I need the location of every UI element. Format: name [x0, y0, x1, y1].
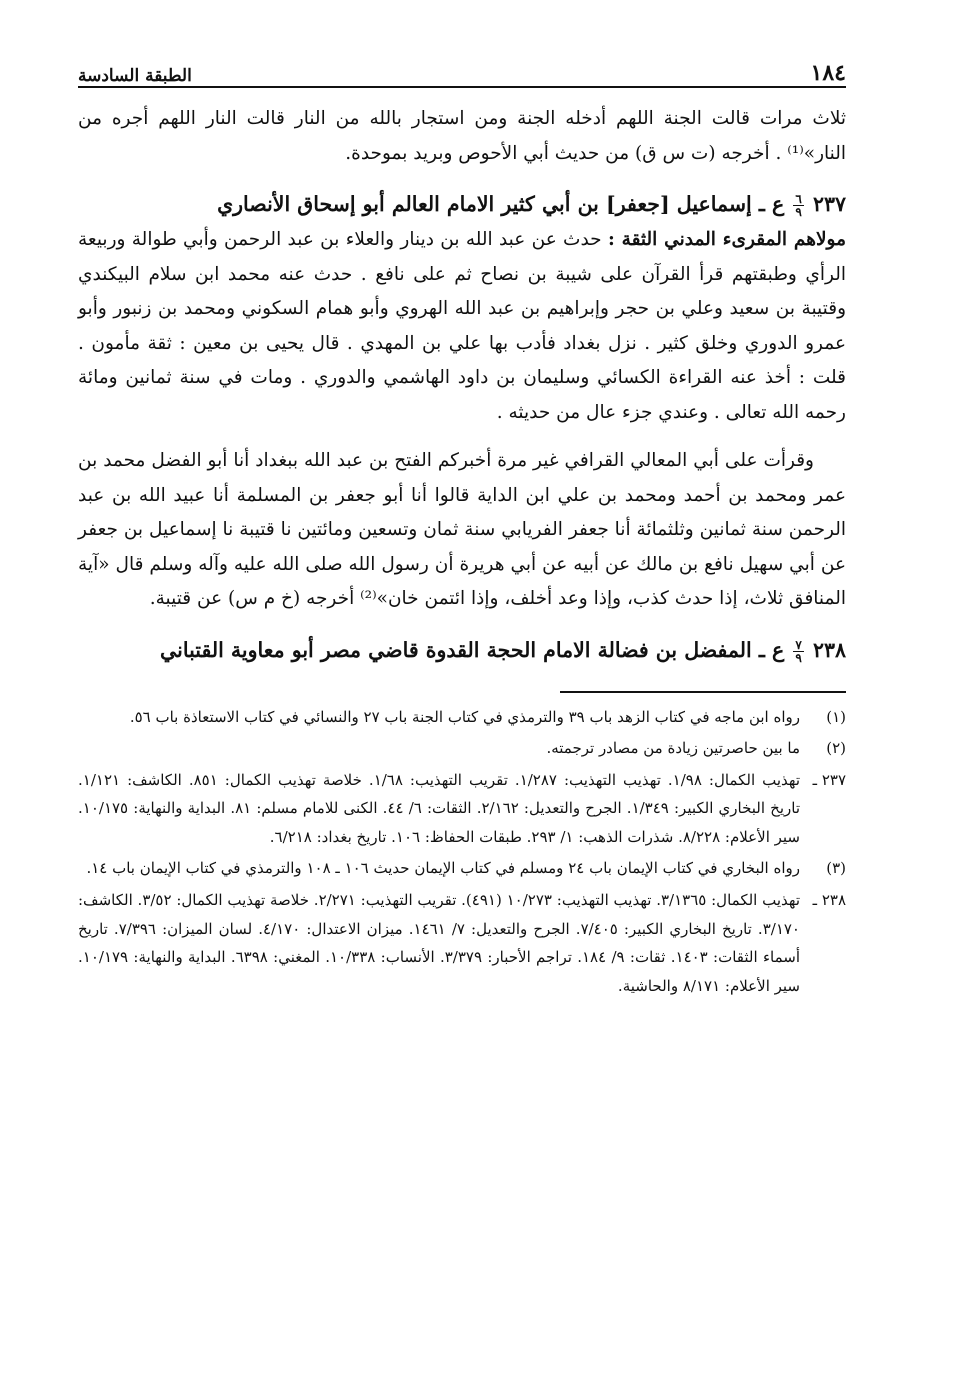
book-page	[78, 52, 846, 1003]
fraction-bottom: ٩	[795, 205, 802, 219]
footnote-3	[78, 854, 846, 883]
entry-title: ع ـ إسماعيل [جعفر] بن أبي كثير الامام العالم أبو إسحاق الأنصاري	[217, 192, 785, 216]
footnote-2	[78, 734, 846, 763]
entry-body-237	[78, 223, 846, 430]
sources-237	[78, 766, 846, 852]
entry-heading-238	[78, 631, 846, 669]
footnote-text: ما بين حاصرتين زيادة من مصادر ترجمته.	[546, 739, 800, 758]
entry-number: ٢٣٧	[812, 192, 846, 216]
paragraph-continuation: ثلاث مرات قالت الجنة اللهم أدخله الجنة ومن استجار بالله من النار قالت النار اللهم أجره من النار»⁽¹⁾ . أخرجه (ت س ق) من حديث أبي الأحوص وبريد بموحدة.	[78, 108, 846, 164]
page-number: ١٨٤	[810, 60, 846, 86]
entry-number: ٢٣٨	[812, 637, 846, 662]
sources-238	[78, 886, 846, 1000]
footnotes	[78, 703, 846, 1001]
entry-lead: مولاهم المقرىء المدني الثقة :	[607, 229, 846, 250]
fraction-bottom: ٩	[795, 650, 802, 665]
footnote-marker: (٣)	[826, 859, 846, 878]
footnote-marker: (٢)	[826, 739, 846, 758]
footnote-text: رواه ابن ماجه في كتاب الزهد باب ٣٩ والترمذي في كتاب الجنة باب ٢٧ والنسائي في كتاب الاستعاذة باب ٥٦.	[129, 707, 800, 726]
running-title: الطبقة السادسة	[78, 66, 192, 86]
entry-fraction	[793, 639, 803, 664]
sources-text: تهذيب الكمال: ٣/١٣٦٥. تهذيب التهذيب: ١٠/٢٧٣ (٤٩١). تقريب التهذيب: ٢/٢٧١. خلاصة تهذيب الكمال: ٣/٥٢. الكاشف: ٣/١٧٠. تاريخ البخاري الكبير: ٧/٤٠٥. الجرح والتعديل: ٧/ ١٤٦١. ميزان الاعتدال: ٤/١٧٠. لسان الميزان: ٧/٣٩٦. تاريخ أسماء الثقات: ١٤٠٣. ثقات: ٩/ ١٨٤. تراجم الأحبار: ٣/٣٧٩. الأنساب: ١٠/٣٣٨. المغني: ٦٣٩٨. البداية والنهاية: ١٠/١٧٩. سير الأعلام: ٨/١٧١ والحاشية.	[78, 891, 801, 995]
fraction-top: ٧	[795, 637, 802, 652]
footnote-divider	[560, 691, 846, 693]
entry-title: ع ـ المفضل بن فضالة الامام الحجة القدوة قاضي مصر أبو معاوية القتباني	[160, 637, 785, 662]
fraction-top: ٦	[795, 192, 802, 206]
entry-heading-237	[78, 185, 846, 223]
sources-text: تهذيب الكمال: ١/٩٨. تهذيب التهذيب: ١/٢٨٧. تقريب التهذيب: ١/٦٨. خلاصة تهذيب الكمال: ٨٥١. الكاشف: ١/١٢١. تاريخ البخاري الكبير: ١/٣٤٩. الجرح والتعديل: ٢/١٦٢. الثقات: ٦/ ٤٤. الكنى للامام مسلم: ٨١. البداية والنهاية: ١٠/١٧٥. سير الأعلام: ٨/٢٢٨. شذرات الذهب: ١/ ٢٩٣. طبقات الحفاظ: ١٠٦. تاريخ بغداد: ٦/٢١٨.	[78, 770, 801, 846]
entry-text: حدث عن عبد الله بن دينار والعلاء بن عبد الرحمن وأبي طوالة وربيعة الرأي وطبقتهم قرأ القرآن على شيبة بن نصاح ثم على نافع . حدث عنه محمد ابن سلام البيكندي وقتيبة بن سعيد وعلي بن حجر وإبراهيم بن عبد الله الهروي وأبو همام السكوني ومحمد بن زنبور وأبو عمرو الدوري وخلق كثير . نزل بغداد فأدب بها علي بن المهدي . قال يحيى بن معين : ثقة مأمون . قلت : أخذ عنه القراءة الكسائي وسليمان بن داود الهاشمي والدوري . ومات في سنة ثمانين ومائة رحمه الله تعالى . وعندي جزء عال من حديثه .	[78, 229, 846, 423]
footnote-1	[78, 703, 846, 732]
sources-marker: ٢٣٧ ـ	[812, 770, 846, 789]
footnote-marker: (١)	[826, 707, 846, 726]
sources-marker: ٢٣٨ ـ	[812, 891, 846, 910]
paragraph-hadith-chain: وقرأت على أبي المعالي القرافي غير مرة أخبركم الفتح بن عبد الله ببغداد أنا أبو الفضل محمد بن عمر ومحمد بن أحمد ومحمد بن علي ابن الداية قالوا أنا أبو جعفر بن المسلمة أنا عبيد الله بن عبد الرحمن سنة ثمانين وثلثمائة أنا جعفر الفريابي سنة ثمان وتسعين ومائتين نا قتيبة نا إسماعيل بن جعفر عن أبي سهيل نافع بن مالك عن أبيه عن أبي هريرة أن رسول الله صلى الله عليه وآله وسلم قال «آية المنافق ثلاث، إذا حدث كذب، وإذا وعد أخلف، وإذا ائتمن خان»⁽²⁾ أخرجه (خ م س) عن قتيبة.	[78, 450, 846, 609]
page-header	[78, 52, 846, 88]
entry-fraction	[793, 193, 803, 218]
footnote-text: رواه البخاري في كتاب الإيمان باب ٢٤ ومسلم في كتاب الإيمان حديث ١٠٦ ـ ١٠٨ والترمذي في كتاب الإيمان باب ١٤.	[86, 859, 800, 878]
